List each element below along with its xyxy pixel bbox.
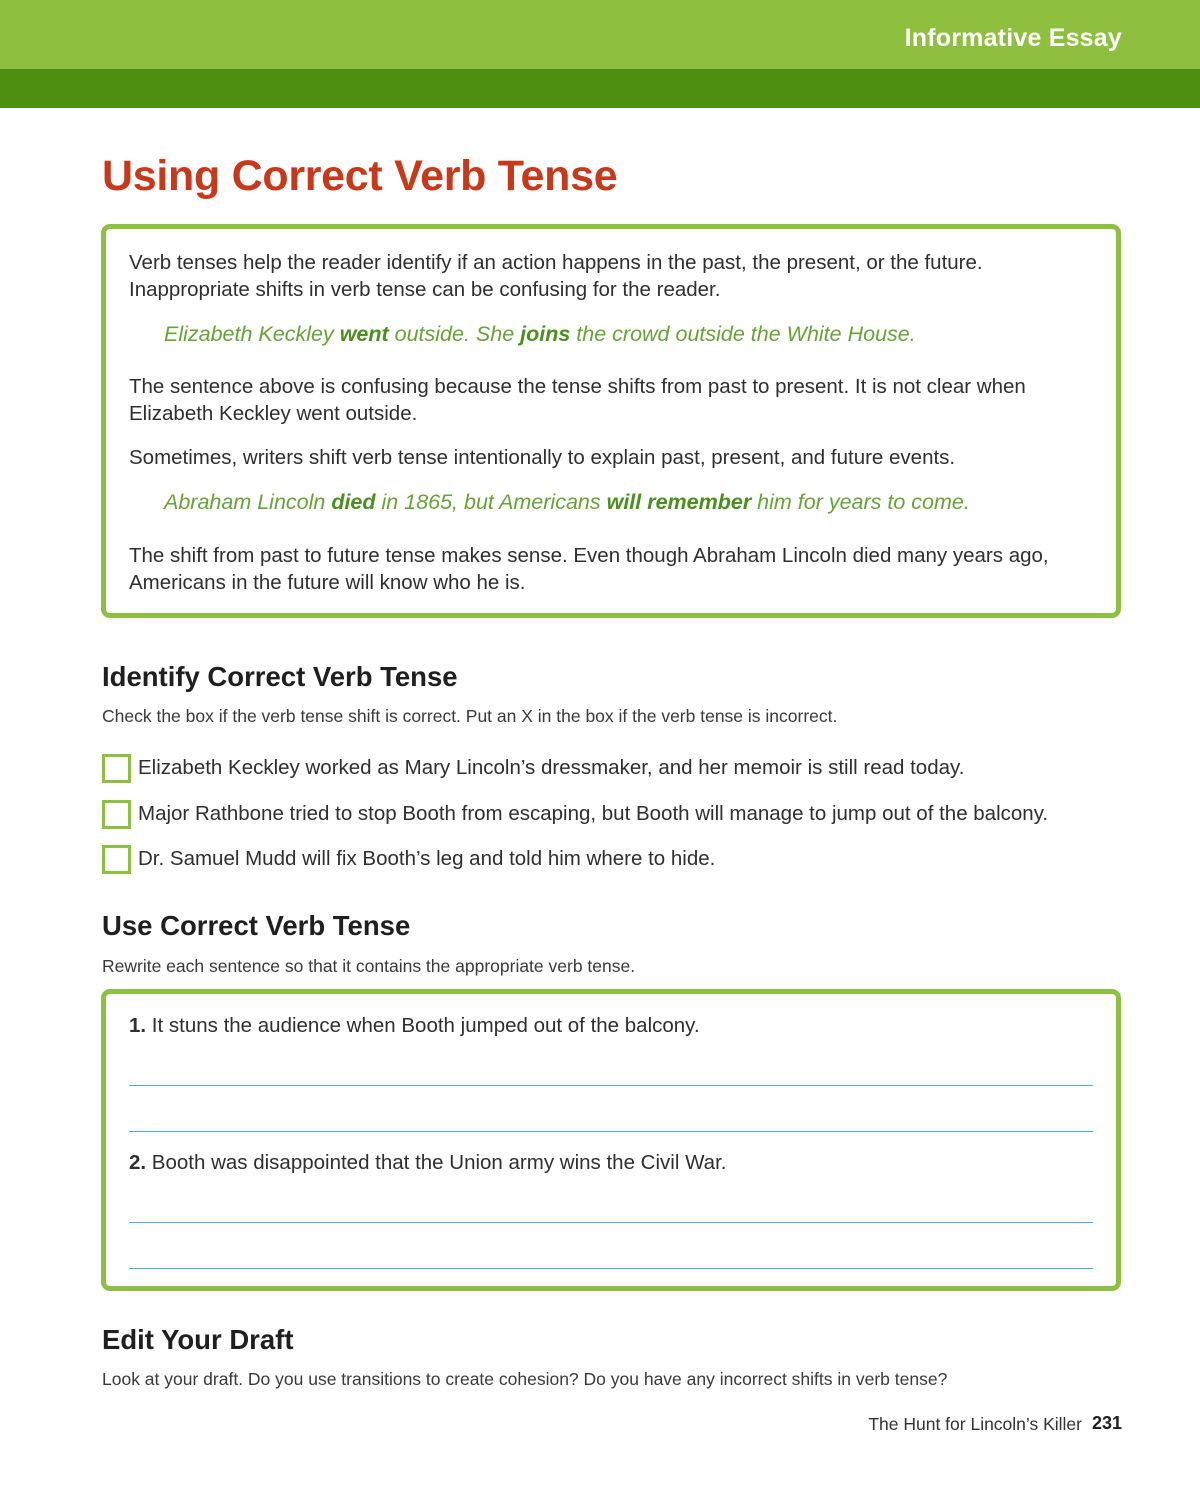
intro-paragraph-3: Sometimes, writers shift verb tense intentionally to explain past, present, and future events.	[129, 446, 956, 469]
example-text: Abraham Lincoln	[164, 490, 332, 514]
example-verb: died	[331, 490, 376, 514]
answer-line[interactable]	[129, 1201, 1093, 1223]
answer-checkbox[interactable]	[102, 845, 131, 874]
rewrite-item-1	[129, 1014, 700, 1038]
identify-heading: Identify Correct Verb Tense	[102, 661, 458, 692]
intro-paragraph-1: Verb tenses help the reader identify if an action happens in the past, the present, or the future. Inappropriate shifts in verb tense can be confusing for the reader.	[129, 251, 983, 301]
intro-paragraph-4: The shift from past to future tense makes sense. Even though Abraham Lincoln died many years ago, Americans in the future will know who he is.	[129, 544, 1049, 594]
page-number: 231	[1091, 1413, 1122, 1433]
identify-instructions: Check the box if the verb tense shift is correct. Put an X in the box if the verb tense is incorrect.	[102, 706, 838, 726]
checklist-item	[102, 753, 964, 783]
footer-book-title: The Hunt for Lincoln’s Killer	[868, 1414, 1082, 1434]
answer-checkbox[interactable]	[102, 754, 131, 783]
checklist-item-text: Elizabeth Keckley worked as Mary Lincoln’s dressmaker, and her memoir is still read today.	[138, 756, 965, 779]
answer-line[interactable]	[129, 1247, 1093, 1269]
example-text: in 1865, but Americans	[375, 490, 607, 514]
use-heading: Use Correct Verb Tense	[102, 910, 411, 941]
answer-line[interactable]	[129, 1110, 1093, 1132]
example-text: outside. She	[388, 322, 521, 346]
answer-line[interactable]	[129, 1064, 1093, 1086]
item-text: Booth was disappointed that the Union army wins the Civil War.	[146, 1151, 727, 1174]
example-verb: went	[339, 322, 389, 346]
item-number: 2.	[129, 1151, 147, 1174]
rewrite-item-2	[129, 1151, 726, 1175]
use-instructions: Rewrite each sentence so that it contains the appropriate verb tense.	[102, 956, 636, 976]
example-verb: will remember	[606, 490, 752, 514]
header-band-dark	[0, 69, 1200, 108]
example-text: the crowd outside the White House.	[570, 322, 916, 346]
checklist-item	[102, 844, 715, 874]
page-title: Using Correct Verb Tense	[102, 152, 618, 200]
example-text: him for years to come.	[751, 490, 970, 514]
item-number: 1.	[129, 1014, 147, 1037]
example-sentence-2	[164, 488, 1104, 516]
checklist-item-text: Major Rathbone tried to stop Booth from escaping, but Booth will manage to jump out of the balcony.	[138, 802, 1049, 825]
answer-checkbox[interactable]	[102, 800, 131, 829]
item-text: It stuns the audience when Booth jumped out of the balcony.	[146, 1014, 700, 1037]
example-text: Elizabeth Keckley	[164, 322, 340, 346]
intro-paragraph-2: The sentence above is confusing because the tense shifts from past to present. It is not clear when Elizabeth Keckley went outside.	[129, 375, 1026, 425]
checklist-item-text: Dr. Samuel Mudd will fix Booth’s leg and told him where to hide.	[138, 847, 716, 870]
edit-instructions: Look at your draft. Do you use transitions to create cohesion? Do you have any incorrect shifts in verb tense?	[102, 1369, 948, 1389]
section-label: Informative Essay	[904, 24, 1122, 52]
checklist-item	[102, 799, 1048, 829]
example-verb: joins	[520, 322, 571, 346]
edit-heading: Edit Your Draft	[102, 1324, 294, 1355]
example-sentence-1	[164, 320, 1104, 348]
